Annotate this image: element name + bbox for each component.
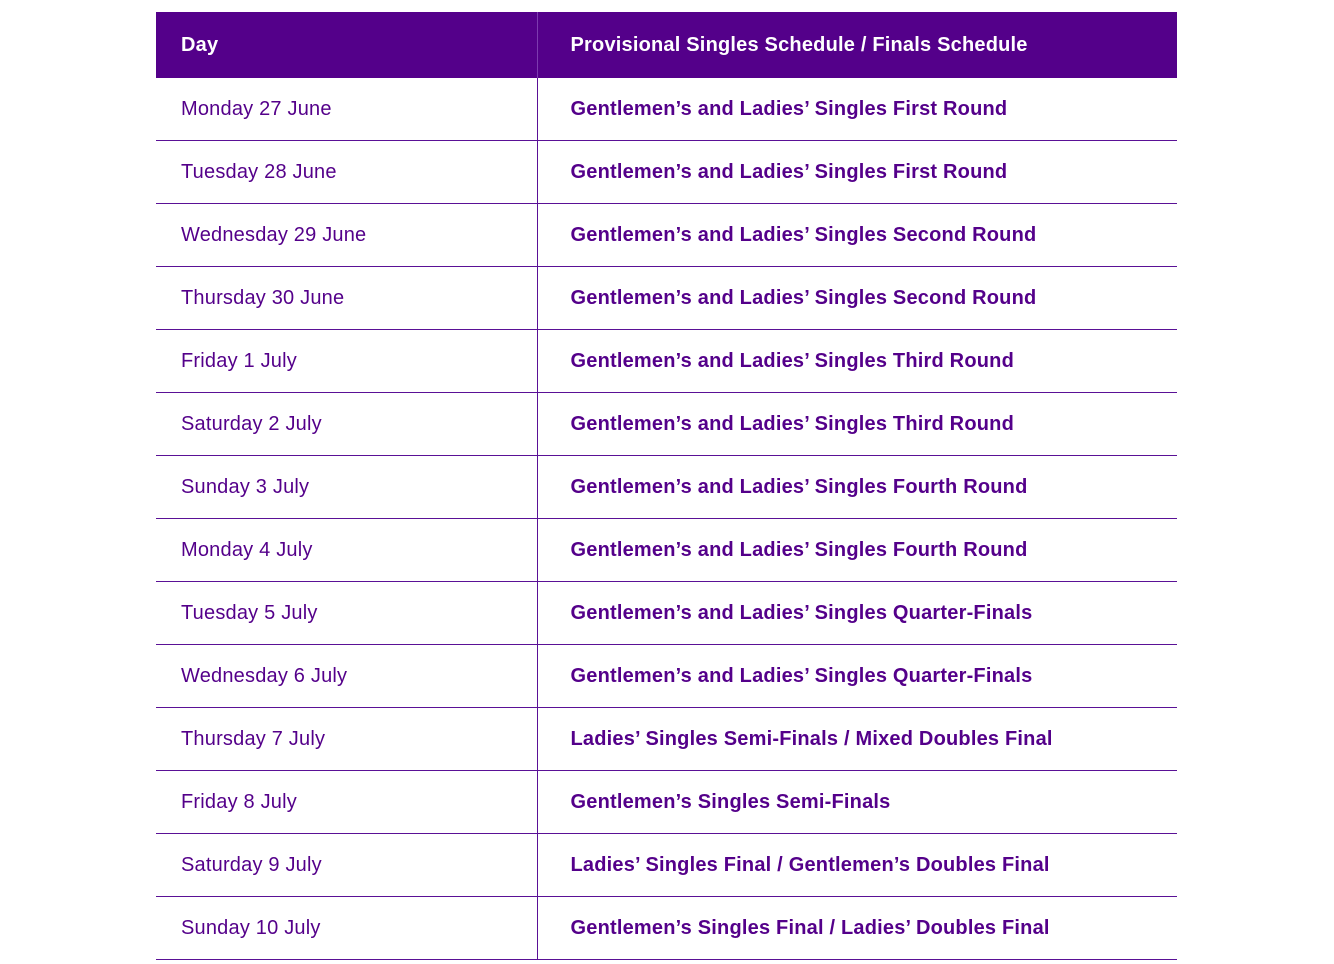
event-cell: Gentlemen’s Singles Semi-Finals [537, 771, 1177, 834]
table-row [156, 519, 1177, 582]
header-schedule: Provisional Singles Schedule / Finals Schedule [537, 12, 1177, 78]
day-cell: Monday 4 July [156, 519, 537, 582]
day-cell: Sunday 3 July [156, 456, 537, 519]
event-cell: Gentlemen’s and Ladies’ Singles Second Round [537, 267, 1177, 330]
table-row [156, 771, 1177, 834]
day-cell: Monday 27 June [156, 78, 537, 141]
table-row [156, 582, 1177, 645]
table-row [156, 834, 1177, 897]
event-cell: Gentlemen’s and Ladies’ Singles Quarter-Finals [537, 645, 1177, 708]
table-row [156, 645, 1177, 708]
day-cell: Tuesday 5 July [156, 582, 537, 645]
event-cell: Gentlemen’s and Ladies’ Singles Fourth Round [537, 519, 1177, 582]
header-day: Day [156, 12, 537, 78]
table-body [156, 78, 1177, 960]
day-cell: Saturday 2 July [156, 393, 537, 456]
table-row [156, 267, 1177, 330]
event-cell: Gentlemen’s and Ladies’ Singles Third Round [537, 393, 1177, 456]
event-cell: Gentlemen’s and Ladies’ Singles First Round [537, 141, 1177, 204]
day-cell: Wednesday 29 June [156, 204, 537, 267]
event-cell: Gentlemen’s Singles Final / Ladies’ Doubles Final [537, 897, 1177, 960]
table-row [156, 204, 1177, 267]
day-cell: Wednesday 6 July [156, 645, 537, 708]
day-cell: Sunday 10 July [156, 897, 537, 960]
table-row [156, 456, 1177, 519]
table-row [156, 708, 1177, 771]
day-cell: Thursday 7 July [156, 708, 537, 771]
table-row [156, 141, 1177, 204]
day-cell: Saturday 9 July [156, 834, 537, 897]
event-cell: Ladies’ Singles Semi-Finals / Mixed Doubles Final [537, 708, 1177, 771]
event-cell: Gentlemen’s and Ladies’ Singles Second Round [537, 204, 1177, 267]
table-row [156, 330, 1177, 393]
day-cell: Tuesday 28 June [156, 141, 537, 204]
table-row [156, 897, 1177, 960]
day-cell: Thursday 30 June [156, 267, 537, 330]
day-cell: Friday 1 July [156, 330, 537, 393]
event-cell: Gentlemen’s and Ladies’ Singles Fourth Round [537, 456, 1177, 519]
event-cell: Gentlemen’s and Ladies’ Singles Quarter-Finals [537, 582, 1177, 645]
event-cell: Ladies’ Singles Final / Gentlemen’s Doubles Final [537, 834, 1177, 897]
table-row [156, 393, 1177, 456]
header-row [156, 12, 1177, 78]
event-cell: Gentlemen’s and Ladies’ Singles Third Round [537, 330, 1177, 393]
schedule-table [156, 12, 1177, 960]
day-cell: Friday 8 July [156, 771, 537, 834]
table-header [156, 12, 1177, 78]
event-cell: Gentlemen’s and Ladies’ Singles First Round [537, 78, 1177, 141]
table-row [156, 78, 1177, 141]
